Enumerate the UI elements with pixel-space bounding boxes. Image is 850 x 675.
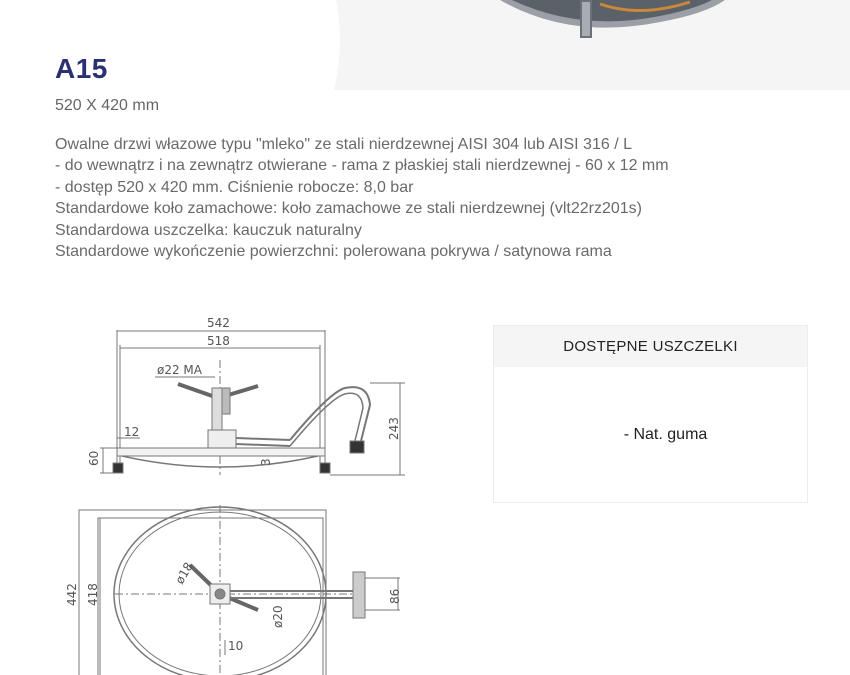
description-line: - do wewnątrz i na zewnątrz otwierane - rama z płaskiej stali nierdzewnej - 60 x 12 mm <box>55 157 669 175</box>
dim-12: 12 <box>124 425 140 439</box>
dim-518: 518 <box>207 334 230 348</box>
product-photo <box>490 0 750 40</box>
description-line: Standardowa uszczelka: kauczuk naturalny <box>55 221 362 239</box>
dim-60: 60 <box>87 450 101 466</box>
product-description <box>55 134 815 262</box>
dim-22: ø22 MA <box>157 363 202 377</box>
dim-86: 86 <box>388 588 402 604</box>
technical-drawing <box>60 305 420 675</box>
gaskets-list <box>494 367 807 503</box>
dim-418: 418 <box>86 583 100 606</box>
description-line: Standardowe wykończenie powierzchni: polerowana pokrywa / satynowa rama <box>55 243 612 261</box>
gaskets-heading: DOSTĘPNE USZCZELKI <box>494 326 807 367</box>
dim-20: ø20 <box>271 605 285 628</box>
dim-442: 442 <box>65 583 79 606</box>
product-size: 520 X 420 mm <box>55 97 160 114</box>
gasket-item: - Nat. guma <box>623 426 708 443</box>
dim-18: ø18 <box>172 559 196 587</box>
dim-243: 243 <box>387 417 401 440</box>
dim-3: 3 <box>259 458 273 466</box>
product-title: A15 <box>55 53 108 84</box>
available-gaskets-panel <box>493 325 808 503</box>
description-line: Standardowe koło zamachowe: koło zamachowe ze stali nierdzewnej (vlt22rz201s) <box>55 200 642 218</box>
dim-542: 542 <box>207 316 230 330</box>
dim-10: 10 <box>228 639 244 653</box>
description-line: Owalne drzwi włazowe typu "mleko" ze stali nierdzewnej AISI 304 lub AISI 316 / L <box>55 136 632 153</box>
description-line: - dostęp 520 x 420 mm. Ciśnienie robocze: 8,0 bar <box>55 178 414 196</box>
